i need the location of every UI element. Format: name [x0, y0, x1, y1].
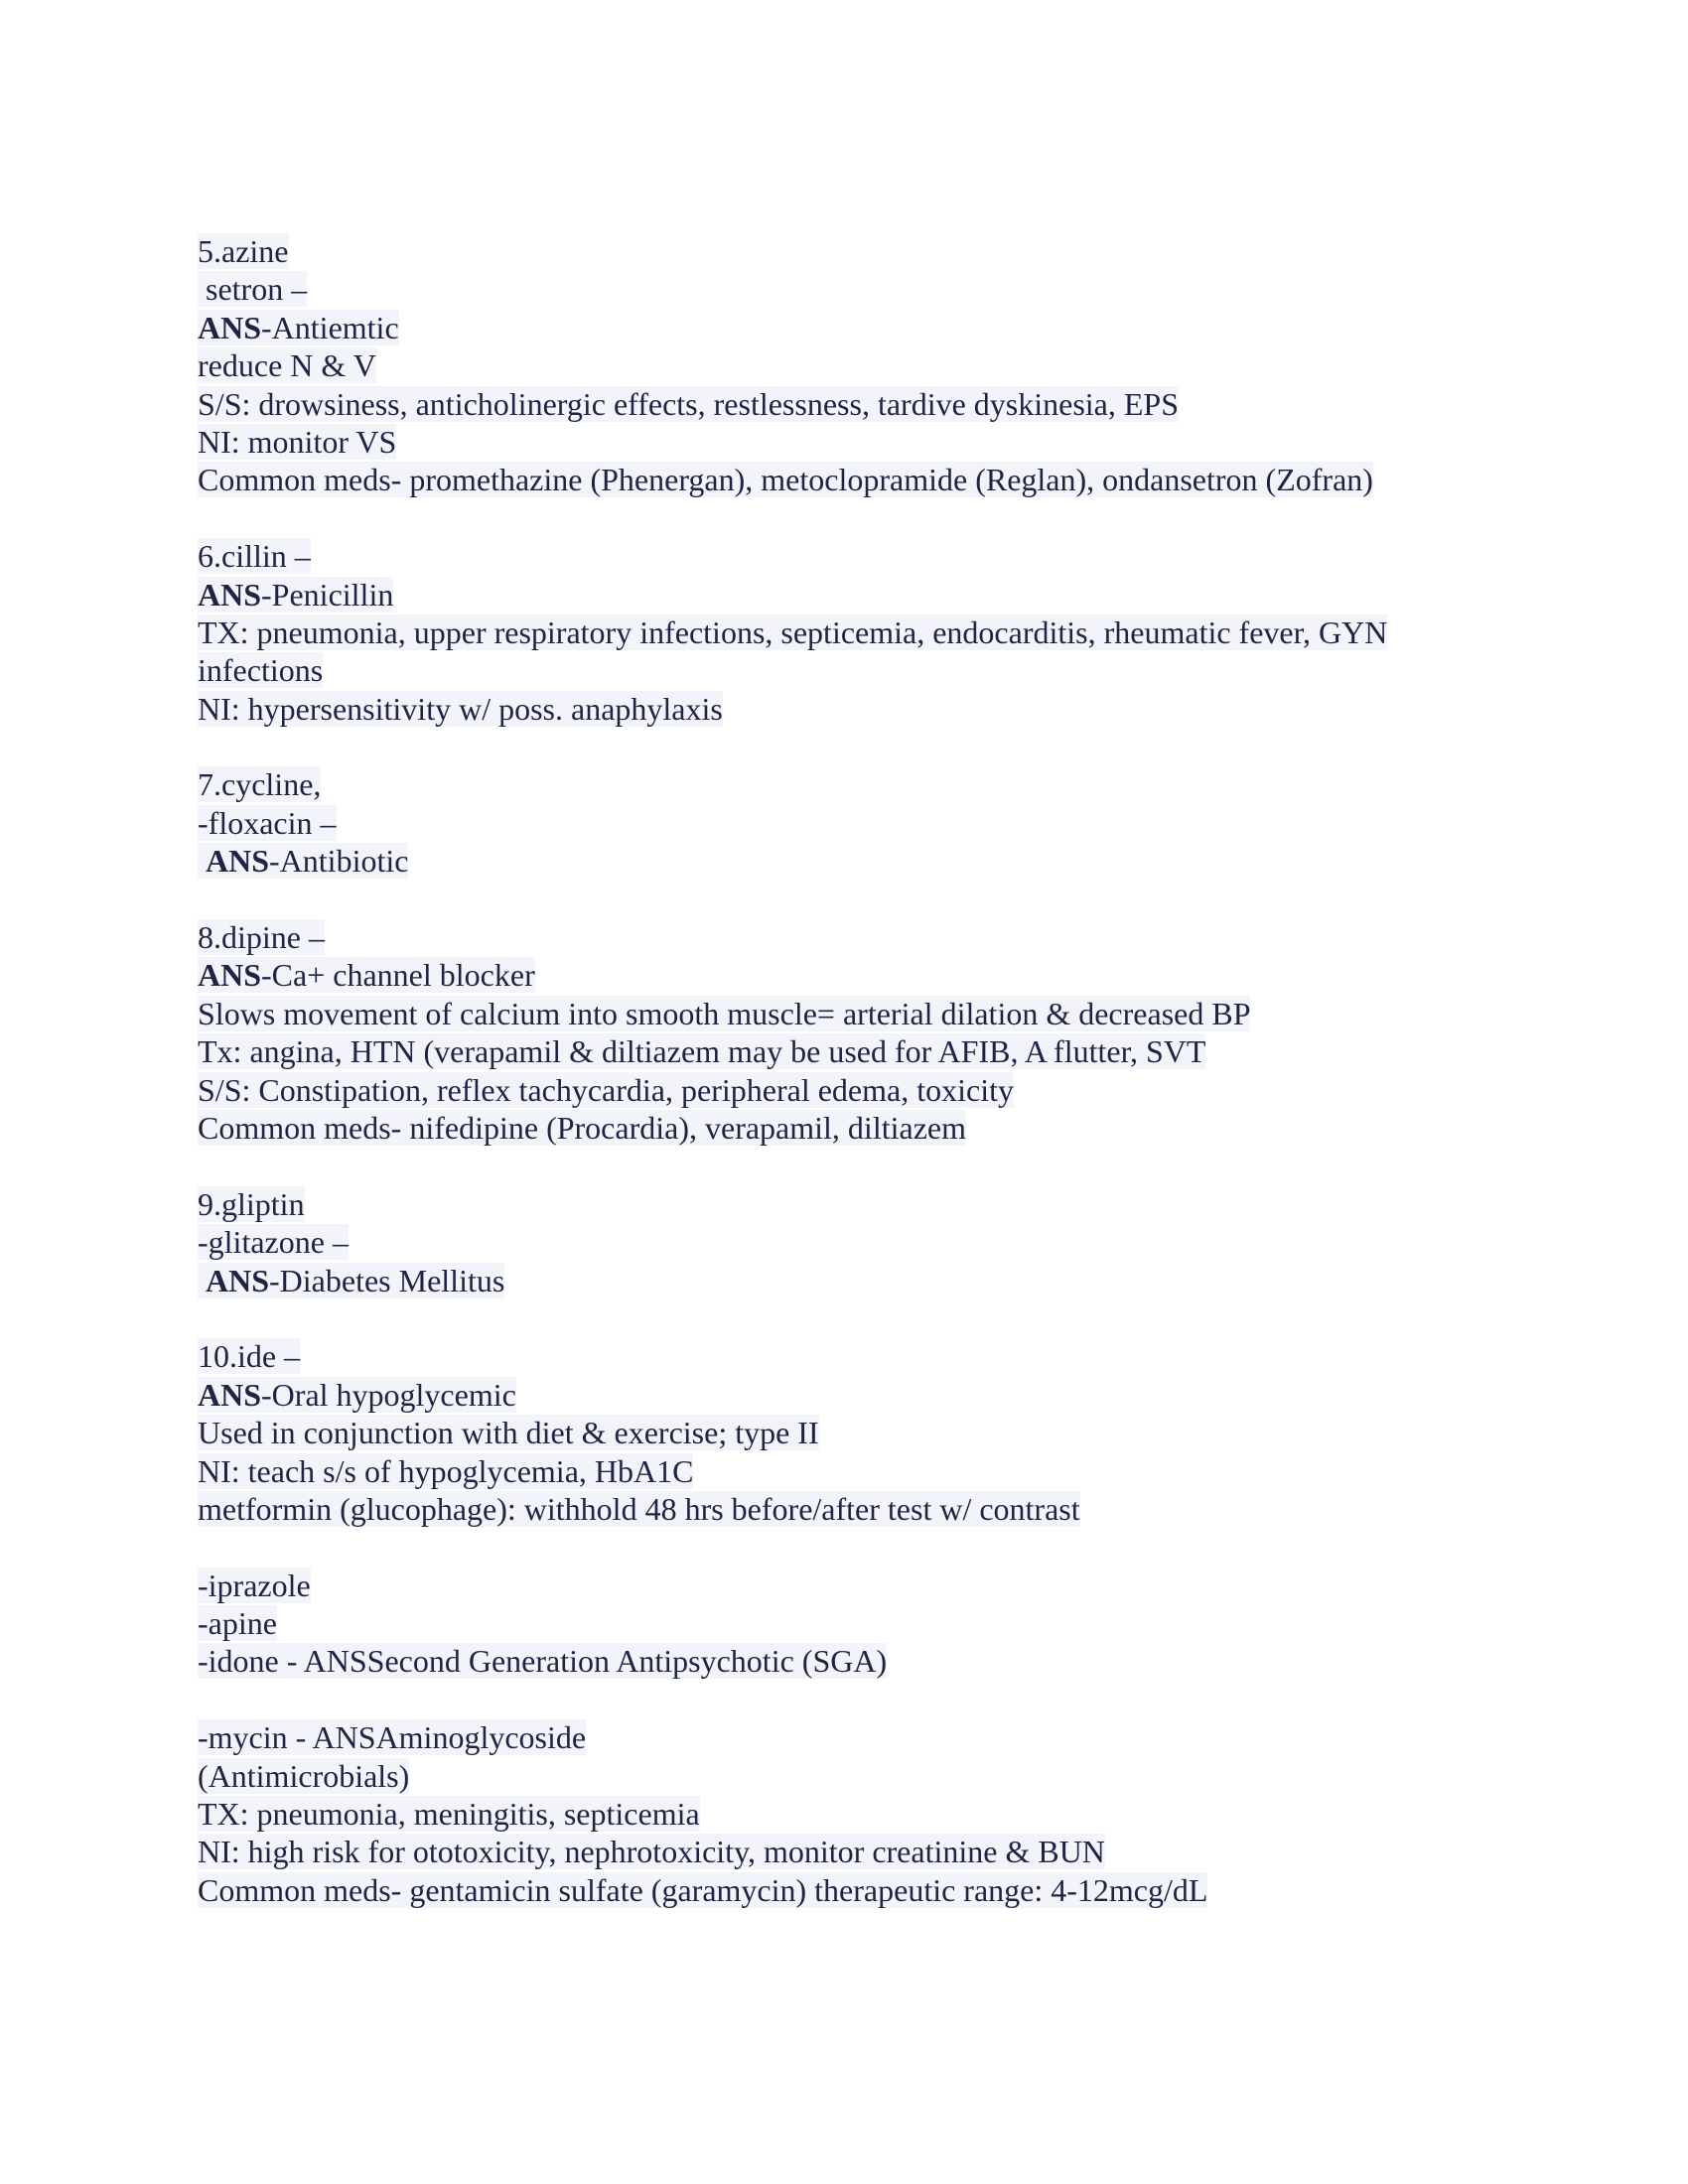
note-line: reduce N & V [198, 347, 376, 384]
section-gap [198, 499, 1508, 537]
document-page [198, 232, 1508, 1909]
suffix-line: -mycin - ANSAminoglycoside [198, 1719, 587, 1756]
note-line: Common meds- gentamicin sulfate (garamycin) therapeutic range: 4-12mcg/dL [198, 1871, 1208, 1908]
section-gap [198, 1147, 1508, 1184]
section-cycline [198, 765, 1508, 880]
note-line: Common meds- nifedipine (Procardia), verapamil, diltiazem [198, 1109, 966, 1146]
section-heading: 7.cycline, [198, 766, 322, 803]
section-heading: 10.ide – [198, 1338, 301, 1375]
note-line: Tx: angina, HTN (verapamil & diltiazem may be used for AFIB, A flutter, SVT [198, 1033, 1206, 1070]
answer-prefix [198, 843, 206, 879]
answer-text: -Diabetes Mellitus [269, 1262, 505, 1298]
answer-text: -Antibiotic [269, 843, 409, 880]
note-line: (Antimicrobials) [198, 1757, 410, 1794]
section-iprazole [198, 1567, 1508, 1681]
section-heading: 5.azine [198, 233, 289, 269]
suffix-line: -idone - ANSSecond Generation Antipsychotic (SGA) [198, 1643, 888, 1680]
note-line: NI: high risk for ototoxicity, nephrotoxicity, monitor creatinine & BUN [198, 1834, 1105, 1870]
section-dipine [198, 918, 1508, 1147]
suffix-line: -glitazone – [198, 1224, 349, 1261]
suffix-line: -floxacin – [198, 804, 337, 841]
section-mycin [198, 1718, 1508, 1909]
suffix-line: -apine [198, 1605, 277, 1642]
answer-label: ANS [198, 1376, 262, 1413]
section-ide [198, 1337, 1508, 1528]
note-line: S/S: Constipation, reflex tachycardia, peripheral edema, toxicity [198, 1071, 1014, 1108]
section-heading: 8.dipine – [198, 919, 325, 956]
note-line: Used in conjunction with diet & exercise; type II [198, 1415, 819, 1451]
section-gap [198, 728, 1508, 765]
section-gap [198, 1528, 1508, 1566]
section-azine [198, 232, 1508, 499]
answer-line [198, 1263, 504, 1298]
answer-prefix [198, 1263, 206, 1298]
note-line: TX: pneumonia, meningitis, septicemia [198, 1796, 700, 1833]
note-line: NI: teach s/s of hypoglycemia, HbA1C [198, 1452, 694, 1489]
answer-line [198, 843, 408, 879]
answer-label: ANS [198, 576, 262, 613]
note-line: NI: hypersensitivity w/ poss. anaphylaxis [198, 690, 723, 727]
suffix-line: -iprazole [198, 1567, 311, 1603]
note-line: Slows movement of calcium into smooth muscle= arterial dilation & decreased BP [198, 995, 1251, 1031]
answer-text: -Ca+ channel blocker [261, 957, 535, 994]
note-line: infections [198, 652, 324, 689]
answer-label: ANS [206, 1262, 270, 1298]
section-gap [198, 1299, 1508, 1337]
section-heading: 9.gliptin [198, 1185, 305, 1222]
section-cillin [198, 537, 1508, 728]
note-line: metformin (glucophage): withhold 48 hrs before/after test w/ contrast [198, 1490, 1080, 1527]
note-line: TX: pneumonia, upper respiratory infections, septicemia, endocarditis, rheumatic fever, GYN [198, 614, 1388, 650]
note-line: S/S: drowsiness, anticholinergic effects, restlessness, tardive dyskinesia, EPS [198, 385, 1180, 422]
answer-text: -Penicillin [261, 576, 394, 613]
answer-label: ANS [206, 843, 270, 880]
answer-line [198, 577, 393, 613]
answer-text: -Oral hypoglycemic [261, 1376, 516, 1413]
answer-line [198, 310, 399, 345]
note-line: NI: monitor VS [198, 423, 397, 460]
answer-text: -Antiemtic [261, 309, 399, 345]
answer-line [198, 1377, 516, 1413]
section-gap [198, 881, 1508, 918]
answer-label: ANS [198, 957, 262, 994]
section-heading: 6.cillin – [198, 538, 311, 575]
section-gliptin [198, 1185, 1508, 1299]
answer-label: ANS [198, 309, 262, 345]
suffix-line: setron – [198, 271, 308, 308]
answer-line [198, 957, 535, 993]
note-line: Common meds- promethazine (Phenergan), metoclopramide (Reglan), ondansetron (Zofran) [198, 462, 1373, 498]
section-gap [198, 1681, 1508, 1718]
